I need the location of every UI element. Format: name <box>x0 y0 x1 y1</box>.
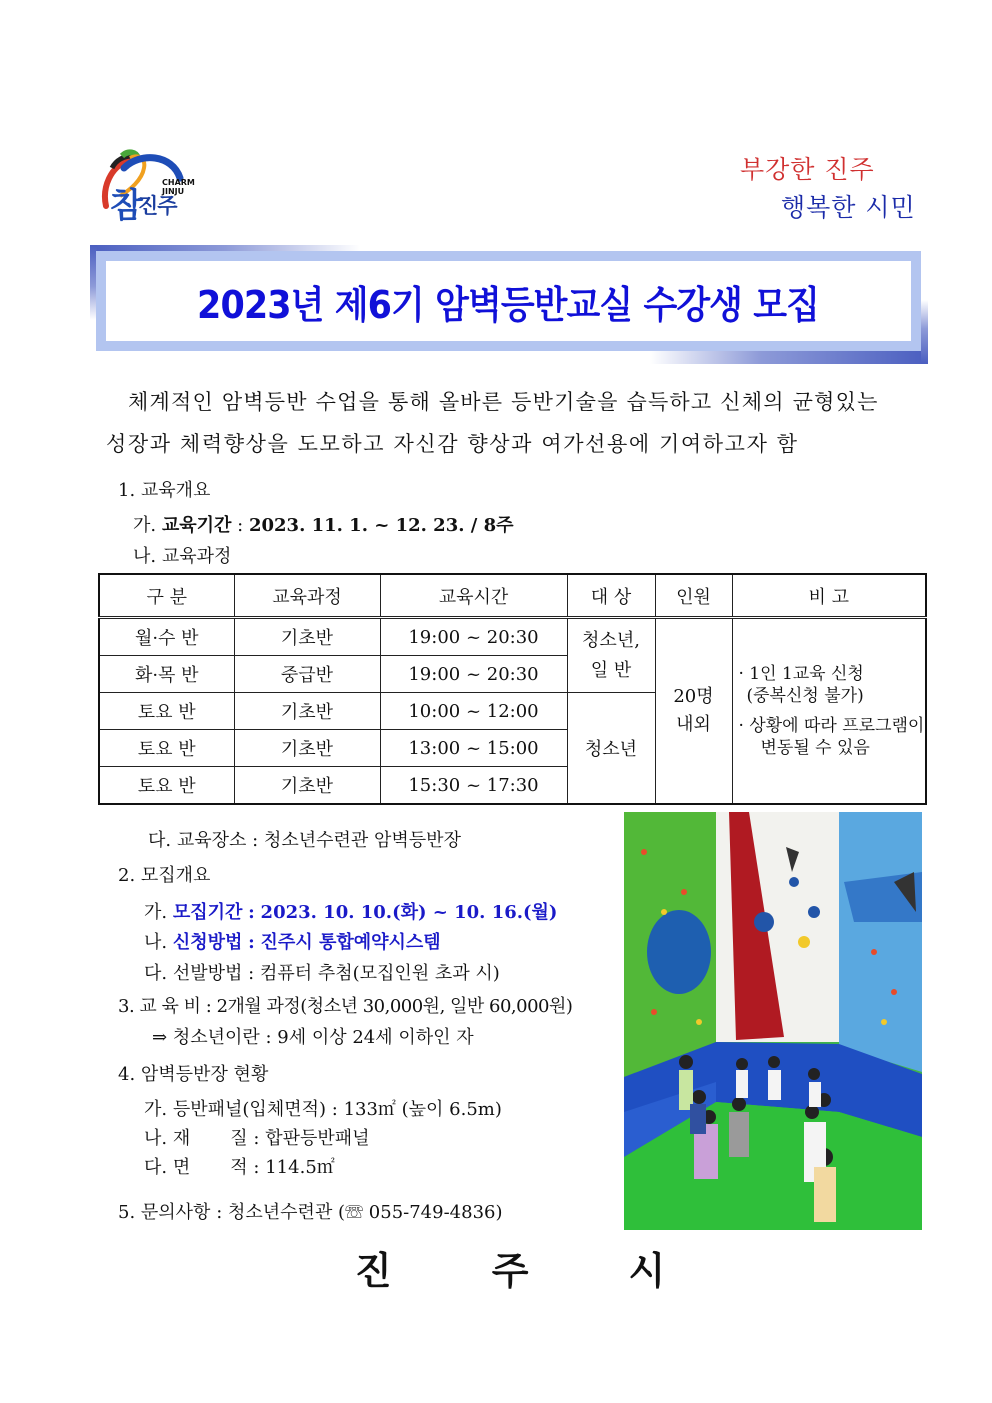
target-cell-youth: 청소년 <box>567 693 655 805</box>
title-decor-stripe-bottom <box>650 351 928 364</box>
intro-line-1: 체계적인 암벽등반 수업을 통해 올바른 등반기술을 습득하고 신체의 균형있는 <box>128 390 879 414</box>
logo-jinju-text: 진주 <box>138 194 177 218</box>
edu-period-value: 2023. 11. 1. ~ 12. 23. / 8주 <box>248 515 514 536</box>
arrow-icon: ⇒ <box>152 1027 168 1048</box>
selection-method-line: 다. 선발방법 : 컴퓨터 추첨(모집인원 초과 시) <box>144 963 500 984</box>
section-5-contact-line: 5. 문의사항 : 청소년수련관 (☏ 055-749-4836) <box>118 1202 503 1223</box>
slogan-line-1: 부강한 진주 <box>740 155 875 184</box>
logo-english-text: CHARM JINJU <box>162 178 195 196</box>
col-header-target: 대 상 <box>567 574 655 618</box>
col-header-remarks: 비 고 <box>732 574 926 618</box>
contact-phone: 청소년수련관 (☏ 055-749-4836) <box>228 1202 503 1223</box>
table-row: 토요 반 기초반 13:00 ~ 15:00 <box>99 730 926 767</box>
section-4-heading: 4. 암벽등반장 현황 <box>118 1064 269 1085</box>
panel-area-line: 가. 등반패널(입체면적) : 133㎡ (높이 6.5m) <box>144 1099 502 1120</box>
youth-definition-note: ⇒ 청소년이란 : 9세 이상 24세 이하인 자 <box>152 1027 474 1048</box>
edu-period-line: 가. 교육기간 : 2023. 11. 1. ~ 12. 23. / 8주 <box>133 515 514 536</box>
recruit-period-value: 2023. 10. 10.(화) ~ 10. 16.(월) <box>260 902 558 923</box>
footer-char: 주 <box>491 1249 529 1293</box>
table-row: 화·목 반 중급반 19:00 ~ 20:30 <box>99 656 926 693</box>
section-3-fee-line: 3. 교 육 비 : 2개월 과정(청소년 30,000원, 일반 60,000원) <box>118 996 573 1017</box>
footer-char: 진 <box>355 1249 392 1293</box>
page-title: 2023년 제6기 암벽등반교실 수강생 모집 <box>197 282 820 327</box>
edu-course-line: 나. 교육과정 <box>133 546 232 567</box>
recruit-period-line: 가. 모집기간 : 2023. 10. 10.(화) ~ 10. 16.(월) <box>144 902 558 923</box>
title-box <box>106 261 911 341</box>
col-header-time: 교육시간 <box>380 574 567 618</box>
apply-method-line: 나. 신청방법 : 진주시 통합예약시스템 <box>144 932 441 953</box>
logo-cham-text: 참 <box>110 186 143 226</box>
floor-area-line: 다. 면 적 : 114.5㎡ <box>144 1157 335 1178</box>
material-line: 나. 재 질 : 합판등반패널 <box>144 1128 370 1149</box>
table-header-row <box>99 574 926 618</box>
col-header-class: 구 분 <box>99 574 234 618</box>
table-row: 토요 반 기초반 15:30 ~ 17:30 <box>99 767 926 805</box>
table-row: 토요 반 기초반 10:00 ~ 12:00 청소년 <box>99 693 926 730</box>
edu-period-label: 교육기간 <box>161 515 232 536</box>
slogan-line-2: 행복한 시민 <box>781 193 916 222</box>
climbing-wall-image-icon <box>624 812 922 1230</box>
course-table <box>98 573 927 805</box>
apply-method-value: 진주시 통합예약시스템 <box>260 932 441 953</box>
capacity-cell: 20명 내외 <box>655 618 732 805</box>
remarks-cell: · 1인 1교육 신청 (중복신청 불가) · 상황에 따라 프로그램이 변동될 수 있음 <box>732 618 926 805</box>
issuer-footer <box>355 1240 665 1295</box>
intro-line-2: 성장과 체력향상을 도모하고 자신감 향상과 여가선용에 기여하고자 함 <box>106 432 799 456</box>
section-2-heading: 2. 모집개요 <box>118 865 211 886</box>
footer-char: 시 <box>628 1249 666 1293</box>
col-header-course: 교육과정 <box>234 574 380 618</box>
edu-location-line: 다. 교육장소 : 청소년수련관 암벽등반장 <box>148 830 461 851</box>
table-row: 월·수 반 기초반 19:00 ~ 20:30 청소년, 일 반 20명 내외 · 1인 1교육 신청 (중복신청 불가) · 상황에 따라 프로그램이 변동될 수 있음 <box>99 618 926 656</box>
target-cell-youth-general: 청소년, 일 반 <box>567 618 655 693</box>
title-decor-stripe-right <box>921 300 928 364</box>
col-header-capacity: 인원 <box>655 574 732 618</box>
section-1-heading: 1. 교육개요 <box>118 480 211 501</box>
climbing-wall-photo <box>624 812 922 1230</box>
